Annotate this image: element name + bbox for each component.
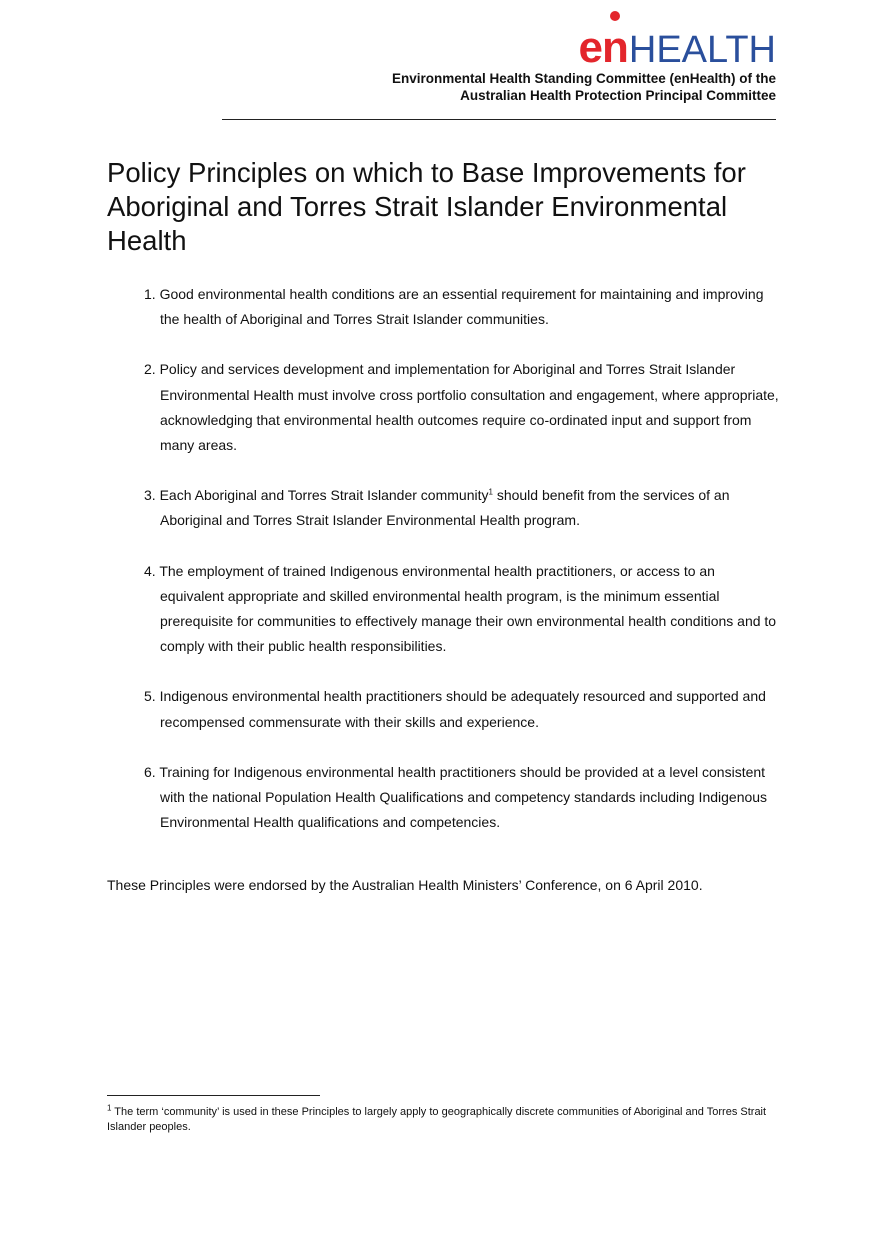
logo-en-text: en xyxy=(578,23,628,72)
header-divider xyxy=(222,119,776,120)
principles-list xyxy=(132,282,782,860)
logo-health-text: HEALTH xyxy=(628,29,776,71)
principle-number: 4. xyxy=(144,562,160,579)
principle-body: Indigenous environmental health practitioners should be adequately resourced and supported and recompensed commensurate with their skills and experience. xyxy=(159,688,766,730)
principle-text-6 xyxy=(132,760,782,836)
principle-text-3 xyxy=(132,483,782,533)
endorsement-statement: These Principles were endorsed by the Australian Health Ministers’ Conference, on 6 April 2010. xyxy=(107,877,703,893)
footnote-divider xyxy=(107,1095,320,1096)
principle-item-3 xyxy=(132,483,782,533)
principle-text-2 xyxy=(132,357,782,458)
principle-item-6 xyxy=(132,760,782,836)
logo-dot-icon xyxy=(610,11,620,21)
principle-body: Policy and services development and implementation for Aboriginal and Torres Strait Islander Environmental Health must involve cross portfolio consultation and engagement, where appropriate, acknowledging that environmental health outcomes require co-ordinated input and support from many areas. xyxy=(159,361,779,454)
principle-item-2 xyxy=(132,357,782,458)
principle-body: Good environmental health conditions are an essential requirement for maintaining and improving the health of Aboriginal and Torres Strait Islander communities. xyxy=(159,286,764,328)
organisation-heading xyxy=(392,70,776,104)
principle-body-end: should benefit from the services of an Aboriginal and Torres Strait Islander Environmental Health program. xyxy=(160,487,730,529)
footnote-reference[interactable]: 1 xyxy=(488,487,493,497)
footnote-mark: 1 xyxy=(107,1103,112,1113)
principle-body: Training for Indigenous environmental health practitioners should be provided at a level consistent with the national Population Health Qualifications and competency standards including Indigenous Environmental Health qualifications and competencies. xyxy=(159,763,768,831)
org-line-1: Environmental Health Standing Committee (enHealth) of the xyxy=(391,71,776,86)
principle-body-start: Each Aboriginal and Torres Strait Islander community xyxy=(159,487,489,504)
principle-number: 5. xyxy=(144,688,160,705)
principle-number: 6. xyxy=(144,763,160,780)
principle-text-1 xyxy=(132,282,782,332)
page-title: Policy Principles on which to Base Improvements for Aboriginal and Torres Strait Islander Environmental Health xyxy=(107,157,746,256)
principle-item-1 xyxy=(132,282,782,332)
footnote xyxy=(107,1105,777,1135)
principle-text-5 xyxy=(132,684,782,734)
principle-number: 2. xyxy=(144,361,160,378)
principle-number: 3. xyxy=(144,487,160,504)
footnote-text: The term ‘community’ is used in these Principles to largely apply to geographically discrete communities of Aboriginal and Torres Strait Islander peoples. xyxy=(107,1106,767,1133)
org-line-2: Australian Health Protection Principal Committee xyxy=(460,88,776,103)
principle-text-4 xyxy=(132,559,782,660)
principle-body: The employment of trained Indigenous environmental health practitioners, or access to an equivalent appropriate and skilled environmental health program, is the minimum essential prerequisite for communities to effectively manage their own environmental health conditions and to comply with their public health responsibilities. xyxy=(159,562,777,655)
principle-item-5 xyxy=(132,684,782,734)
enhealth-logo xyxy=(579,20,776,70)
principle-number: 1. xyxy=(144,286,160,302)
principle-item-4 xyxy=(132,559,782,660)
